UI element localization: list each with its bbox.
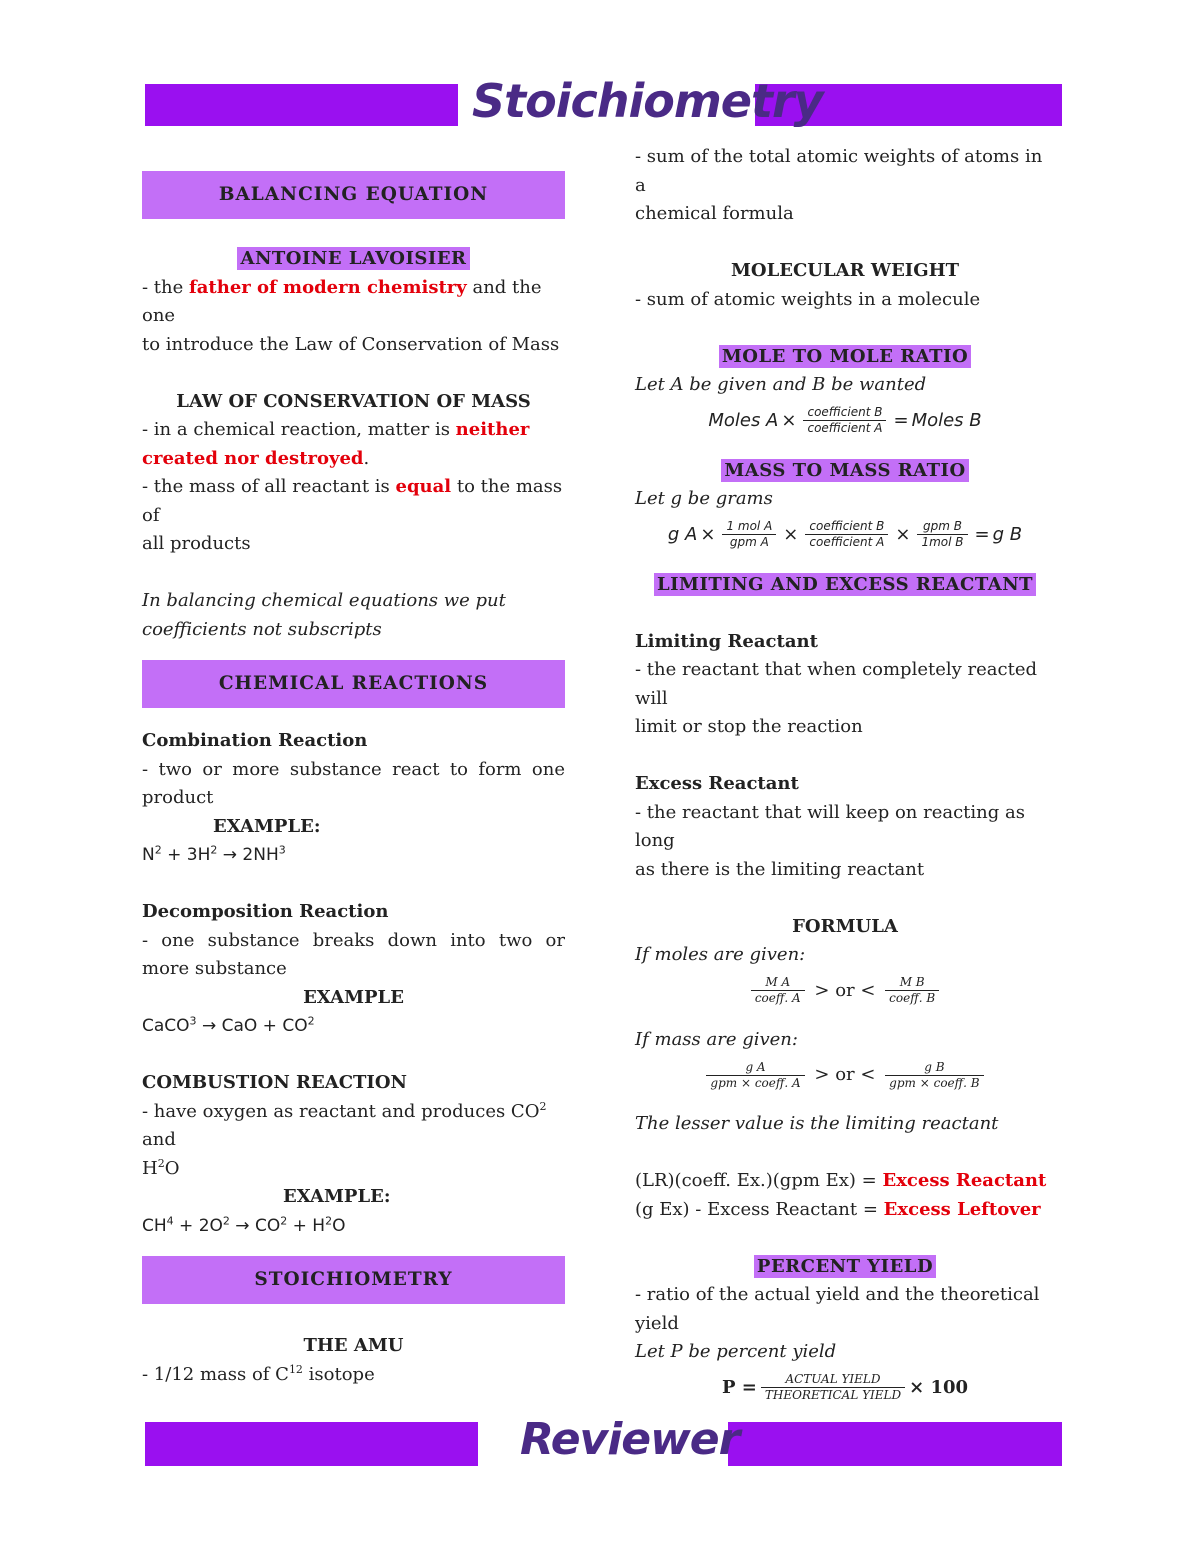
left-column bbox=[142, 171, 565, 1446]
mole-ratio-let: Let A be given and B be wanted bbox=[635, 374, 927, 395]
limiting-desc-2: limit or stop the reaction bbox=[635, 716, 863, 737]
percent-desc-2: yield bbox=[635, 1312, 679, 1334]
conservation-desc-a-2: created nor destroyed. bbox=[142, 447, 370, 469]
percent-yield-title: PERCENT YIELD bbox=[754, 1255, 936, 1278]
combustion-example-label: EXAMPLE: bbox=[283, 1186, 391, 1207]
percent-desc-1: - ratio of the actual yield and the theoretical bbox=[635, 1284, 1040, 1305]
limiting-title: Limiting Reactant bbox=[635, 630, 818, 652]
limiting-header: LIMITING AND EXCESS REACTANT bbox=[654, 573, 1036, 596]
mass-ratio-let: Let g be grams bbox=[635, 488, 773, 509]
excess-desc-1: - the reactant that will keep on reacting as long bbox=[635, 801, 1025, 851]
combination-example-label: EXAMPLE: bbox=[213, 815, 321, 837]
fw-desc-1: - sum of the total atomic weights of atoms in a bbox=[635, 146, 1043, 196]
lesser-value-note: The lesser value is the limiting reactant bbox=[635, 1113, 999, 1134]
combination-title: Combination Reaction bbox=[142, 730, 368, 751]
footer-title: Reviewer bbox=[520, 1414, 740, 1465]
excess-leftover-formula: (g Ex) - Excess Reactant = Excess Leftover bbox=[635, 1198, 1041, 1220]
combination-example: $N^2 + 3H^2 \to 2NH^3$ bbox=[142, 843, 286, 865]
header-bar-left bbox=[145, 84, 458, 126]
mole-ratio-equation: Moles A × $\frac{\text{coefficient B}}{\text{coefficient A}}$ = Moles B bbox=[708, 405, 982, 435]
lavoisier-desc: - the father of modern chemistry and the one bbox=[142, 276, 542, 326]
combustion-desc-2: $H^2O$ bbox=[142, 1156, 180, 1179]
balancing-note-2: coefficients not subscripts bbox=[142, 618, 382, 640]
conservation-title: LAW OF CONSERVATION OF MASS bbox=[176, 390, 531, 412]
mass-ratio-title: MASS TO MASS RATIO bbox=[721, 459, 968, 482]
decomposition-desc: - one substance breaks down into two or more substance bbox=[142, 929, 565, 979]
mw-desc: - sum of atomic weights in a molecule bbox=[635, 288, 981, 310]
conservation-desc-a: - in a chemical reaction, matter is neither bbox=[142, 419, 530, 440]
conservation-desc-b-2: all products bbox=[142, 533, 251, 554]
percent-let: Let P be percent yield bbox=[635, 1341, 837, 1362]
limiting-desc-1: - the reactant that when completely reacted will bbox=[635, 659, 1037, 709]
footer-bar-left bbox=[145, 1422, 478, 1466]
combustion-desc: - have oxygen as reactant and produces $CO^2$ and bbox=[142, 1099, 547, 1150]
combustion-title: COMBUSTION REACTION bbox=[142, 1072, 407, 1093]
right-column bbox=[635, 143, 1055, 1409]
lavoisier-desc-2: to introduce the Law of Conservation of Mass bbox=[142, 333, 560, 355]
decomposition-example: CaCO$^3$ → CaO + $CO^2$ bbox=[142, 1014, 315, 1036]
section-header-stoichiometry: STOICHIOMETRY bbox=[142, 1256, 565, 1304]
mass-given-label: If mass are given: bbox=[635, 1028, 798, 1050]
mole-ratio-title: MOLE TO MOLE RATIO bbox=[719, 345, 971, 368]
amu-title: THE AMU bbox=[303, 1335, 404, 1356]
fw-desc-2: chemical formula bbox=[635, 203, 794, 224]
excess-title: Excess Reactant bbox=[635, 773, 799, 794]
amu-desc: - 1/12 mass of $C^{12}$ isotope bbox=[142, 1362, 375, 1385]
mass-compare-formula: $\frac{\text{g A}}{\text{gpm × coeff. A}}$ > or < $\frac{\text{g B}}{\text{gpm × coeff. B}}$ bbox=[635, 1054, 1055, 1096]
mw-title: MOLECULAR WEIGHT bbox=[731, 260, 959, 281]
excess-reactant-formula: (LR)(coeff. Ex.)(gpm Ex) = Excess Reactant bbox=[635, 1170, 1047, 1191]
page-title: Stoichiometry bbox=[472, 74, 823, 128]
decomposition-title: Decomposition Reaction bbox=[142, 901, 389, 922]
moles-given-label: If moles are given: bbox=[635, 944, 806, 965]
section-header-reactions: CHEMICAL REACTIONS bbox=[142, 660, 565, 708]
combustion-example: $CH^4 + 2O^2 \to CO^2 + H^2O$ bbox=[142, 1213, 346, 1236]
formula-title: FORMULA bbox=[792, 915, 898, 937]
balancing-note-1: In balancing chemical equations we put bbox=[142, 590, 506, 611]
mass-ratio-equation: g A × $\frac{\text{1 mol A}}{\text{gpm A}}$ × $\frac{\text{coefficient B}}{\text{coefficient A}}$ × $\frac{\text{gpm B}}{\text{1mol B}}$ = g B bbox=[667, 519, 1023, 549]
lavoisier-title: ANTOINE LAVOISIER bbox=[237, 247, 469, 270]
decomposition-example-label: EXAMPLE bbox=[303, 986, 404, 1008]
percent-yield-equation: P = $\frac{\text{ACTUAL YIELD}}{\text{THEORETICAL YIELD}}$ × 100 bbox=[721, 1372, 969, 1402]
combination-desc: - two or more substance react to form one product bbox=[142, 758, 565, 808]
section-header-balancing: BALANCING EQUATION bbox=[142, 171, 565, 219]
conservation-desc-b: - the mass of all reactant is equal to the mass of bbox=[142, 476, 563, 526]
excess-desc-2: as there is the limiting reactant bbox=[635, 858, 925, 880]
moles-compare-formula: $\frac{\text{M A}}{\text{coeff. A}}$ > or < $\frac{\text{M B}}{\text{coeff. B}}$ bbox=[635, 970, 1055, 1012]
footer-bar-right bbox=[728, 1422, 1062, 1466]
